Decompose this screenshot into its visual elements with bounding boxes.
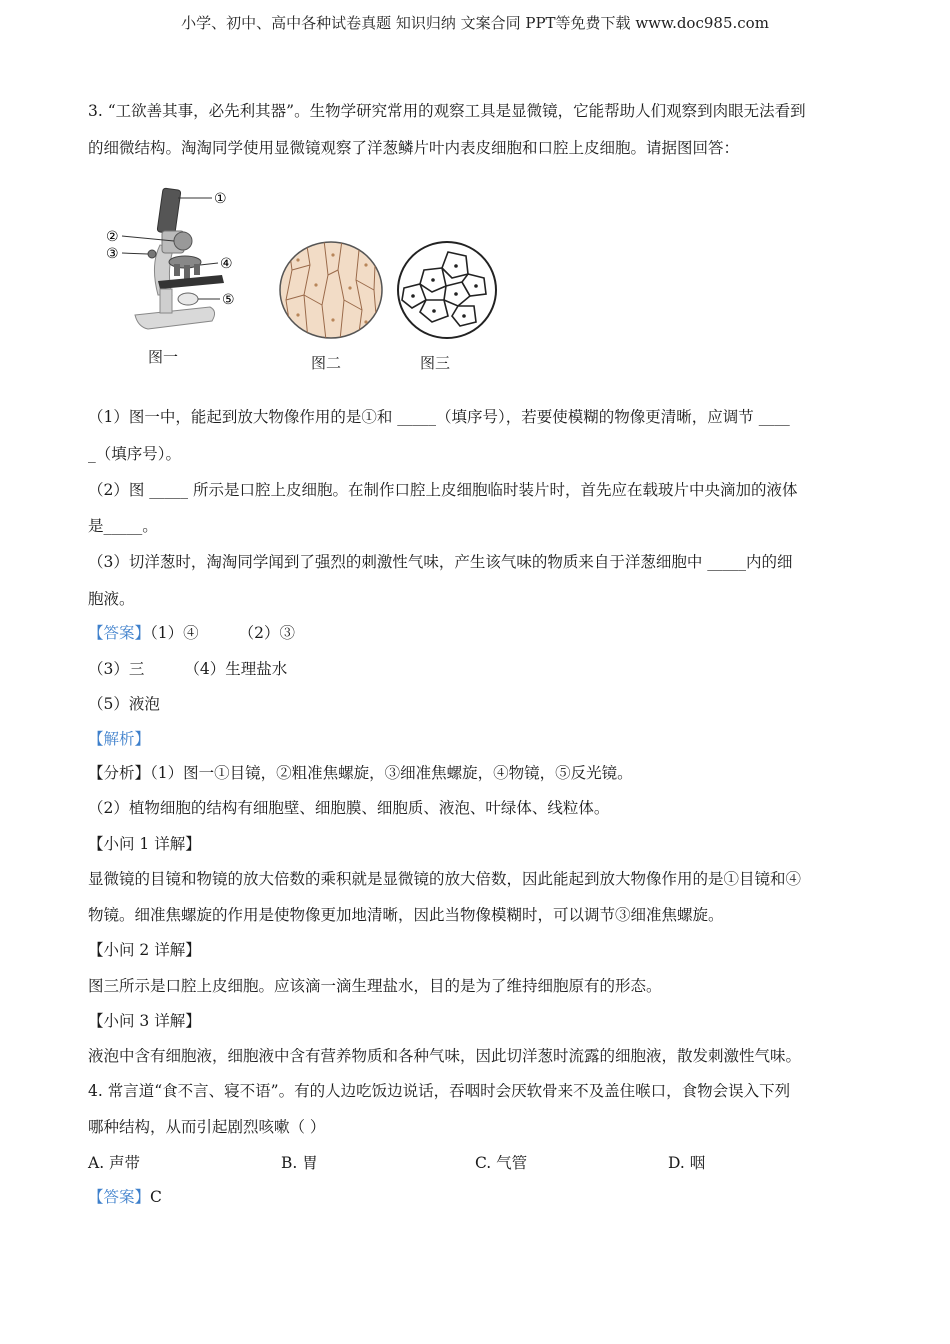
fig2-caption: 图二 bbox=[311, 354, 342, 372]
onion-cells-figure bbox=[278, 240, 384, 340]
fig1-label-1: ① bbox=[214, 191, 227, 207]
page-header: 小学、初中、高中各种试卷真题 知识归纳 文案合同 PPT等免费下载 www.doc985.com bbox=[181, 14, 769, 32]
q4-stem-line1: 4. 常言道“食不言、寝不语”。有的人边吃饭边说话，吞咽时会厌软骨来不及盖住喉口，食物会误入下列 bbox=[88, 1082, 791, 1100]
answer-3: （3）三 bbox=[88, 660, 145, 678]
q4-answer-tag: 【答案】 bbox=[88, 1188, 151, 1206]
q3-answer-line1 bbox=[88, 622, 863, 644]
detail1-line1: 显微镜的目镜和物镜的放大倍数的乘积就是显微镜的放大倍数，因此能起到放大物像作用的是①目镜和④ bbox=[88, 870, 802, 888]
q3-answer-line3: （5）液泡 bbox=[88, 695, 160, 713]
microscope-figure bbox=[100, 185, 245, 345]
q3-sub2-line1: （2）图 _____ 所示是口腔上皮细胞。在制作口腔上皮细胞临时装片时，首先应在载玻片中央滴加的液体 bbox=[88, 481, 798, 499]
q3-stem-line1: 3. “工欲善其事，必先利其器”。生物学研究常用的观察工具是显微镜，它能帮助人们观察到肉眼无法看到 bbox=[88, 102, 806, 120]
q3-sub2-line2: 是_____。 bbox=[88, 517, 158, 535]
q4-option-b: B. 胃 bbox=[281, 1154, 318, 1172]
detail1-title: 【小问 1 详解】 bbox=[88, 835, 201, 853]
q4-answer: C bbox=[150, 1188, 162, 1206]
q3-answer-line2 bbox=[88, 658, 863, 680]
q3-sub3-line2: 胞液。 bbox=[88, 590, 135, 608]
q3-sub1-line1: （1）图一中，能起到放大物像作用的是①和 _____（填序号），若要使模糊的物像更清晰，应调节 ____ bbox=[88, 408, 790, 426]
detail3-title: 【小问 3 详解】 bbox=[88, 1012, 201, 1030]
analysis-line1: 【分析】（1）图一①目镜，②粗准焦螺旋，③细准焦螺旋，④物镜，⑤反光镜。 bbox=[88, 764, 633, 782]
detail1-line2: 物镜。细准焦螺旋的作用是使物像更加地清晰，因此当物像模糊时，可以调节③细准焦螺旋。 bbox=[88, 906, 724, 924]
q4-stem-line2: 哪种结构，从而引起剧烈咳嗽（ ） bbox=[88, 1118, 326, 1136]
answer-1: （1）④ bbox=[150, 624, 199, 642]
q4-answer-line bbox=[88, 1186, 863, 1208]
q3-sub1-line2: _（填序号）。 bbox=[88, 445, 182, 463]
q3-sub3-line1: （3）切洋葱时，淘淘同学闻到了强烈的刺激性气味，产生该气味的物质来自于洋葱细胞中 _____内的细 bbox=[88, 553, 793, 571]
analysis-line2: （2）植物细胞的结构有细胞壁、细胞膜、细胞质、液泡、叶绿体、线粒体。 bbox=[88, 799, 610, 817]
fig1-caption: 图一 bbox=[148, 348, 179, 366]
answer-4: （4）生理盐水 bbox=[184, 660, 288, 678]
detail2-title: 【小问 2 详解】 bbox=[88, 941, 201, 959]
fig1-label-3: ③ bbox=[106, 246, 119, 262]
detail3-line1: 液泡中含有细胞液，细胞液中含有营养物质和各种气味，因此切洋葱时流露的细胞液，散发刺激性气味。 bbox=[88, 1047, 802, 1065]
detail2-line1: 图三所示是口腔上皮细胞。应该滴一滴生理盐水，目的是为了维持细胞原有的形态。 bbox=[88, 977, 662, 995]
fig3-caption: 图三 bbox=[420, 354, 451, 372]
q4-option-d: D. 咽 bbox=[668, 1154, 706, 1172]
q4-option-a: A. 声带 bbox=[88, 1154, 141, 1172]
answer-tag: 【答案】 bbox=[88, 624, 151, 642]
fig1-label-2: ② bbox=[106, 229, 119, 245]
fig1-label-5: ⑤ bbox=[222, 292, 235, 308]
cheek-cells-figure bbox=[396, 240, 498, 340]
q4-option-c: C. 气管 bbox=[475, 1154, 528, 1172]
q3-stem-line2: 的细微结构。淘淘同学使用显微镜观察了洋葱鳞片叶内表皮细胞和口腔上皮细胞。请据图回答： bbox=[88, 139, 740, 157]
answer-2: （2）③ bbox=[238, 624, 296, 642]
analysis-tag: 【解析】 bbox=[88, 730, 151, 748]
fig1-label-4: ④ bbox=[220, 256, 233, 272]
